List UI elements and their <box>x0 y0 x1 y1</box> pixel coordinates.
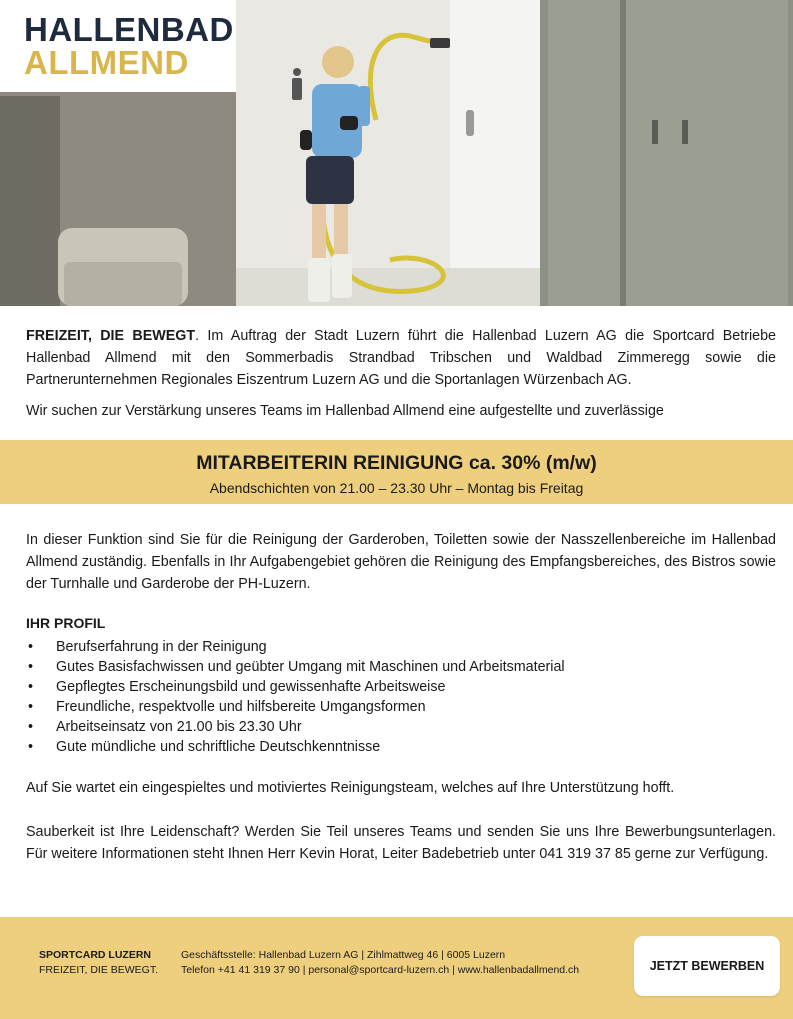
footer-brand: SPORTCARD LUZERN <box>39 949 151 961</box>
search-paragraph: Wir suchen zur Verstärkung unseres Teams im Hallenbad Allmend eine aufgestellte und zuverlässige <box>26 403 664 419</box>
apply-button[interactable]: JETZT BEWERBEN <box>634 936 780 996</box>
intro-lead: FREIZEIT, DIE BEWEGT <box>26 328 196 344</box>
person-restroom-sign-icon <box>292 68 302 100</box>
logo-line-2: ALLMEND <box>24 44 189 81</box>
job-subtitle: Abendschichten von 21.00 – 23.30 Uhr – Montag bis Freitag <box>209 480 584 496</box>
team-paragraph: Auf Sie wartet ein eingespieltes und motiviertes Reinigungsteam, welches auf Ihre Unterstützung hofft. <box>26 780 675 796</box>
footer-brand-tagline: FREIZEIT, DIE BEWEGT. <box>39 964 159 976</box>
description-paragraph: In dieser Funktion sind Sie für die Reinigung der Garderoben, Toiletten sowie der Nasszellenbereiche im Hallenbad Allmend zuständig. Ebenfalls in Ihr Aufgabengebiet gehören die Reinigung des Empfangsbereiches, des Bistros sowie der Turnhalle und Garderobe der PH-Luzern. <box>26 532 776 592</box>
job-title: MITARBEITERIN REINIGUNG ca. 30% (m/w) <box>196 452 597 474</box>
list-item: • Gutes Basisfachwissen und geübter Umgang mit Maschinen und Arbeitsmaterial <box>26 657 565 677</box>
list-item: • Gute mündliche und schriftliche Deutschkenntnisse <box>26 737 565 757</box>
logo <box>0 0 236 92</box>
logo-line-1: HALLENBAD <box>24 11 234 48</box>
job-banner <box>0 440 793 504</box>
list-item: • Freundliche, respektvolle und hilfsbereite Umgangsformen <box>26 697 565 717</box>
list-item: • Berufserfahrung in der Reinigung <box>26 637 565 657</box>
footer-address: Geschäftsstelle: Hallenbad Luzern AG | Zihlmattweg 46 | 6005 Luzern <box>181 949 506 961</box>
profile-list <box>26 637 565 757</box>
hero-photo <box>0 0 793 306</box>
list-item: • Gepflegtes Erscheinungsbild und gewissenhafte Arbeitsweise <box>26 677 565 697</box>
list-item: • Arbeitseinsatz von 21.00 bis 23.30 Uhr <box>26 717 565 737</box>
profile-heading: IHR PROFIL <box>26 615 106 631</box>
intro-text: . Im Auftrag der Stadt Luzern führt die Hallenbad Luzern AG die Sportcard Betriebe Hallenbad Allmend mit den Sommerbadis Strandbad Tribschen und Waldbad Zimmeregg sowie die Partnerunternehmen Regionales Eiszentrum Luzern AG und die Sportanlagen Würzenbach AG. <box>26 328 776 388</box>
closing-paragraph: Sauberkeit ist Ihre Leidenschaft? Werden Sie Teil unseres Teams und senden Sie uns Ihre Bewerbungsunterlagen. Für weitere Informationen steht Ihnen Herr Kevin Horat, Leiter Badebetrieb unter 041 319 37 85 gerne zur Verfügung. <box>26 824 776 862</box>
footer-contact[interactable]: Telefon +41 41 319 37 90 | personal@sportcard-luzern.ch | www.hallenbadallmend.ch <box>181 964 580 976</box>
intro-paragraph <box>26 325 776 391</box>
